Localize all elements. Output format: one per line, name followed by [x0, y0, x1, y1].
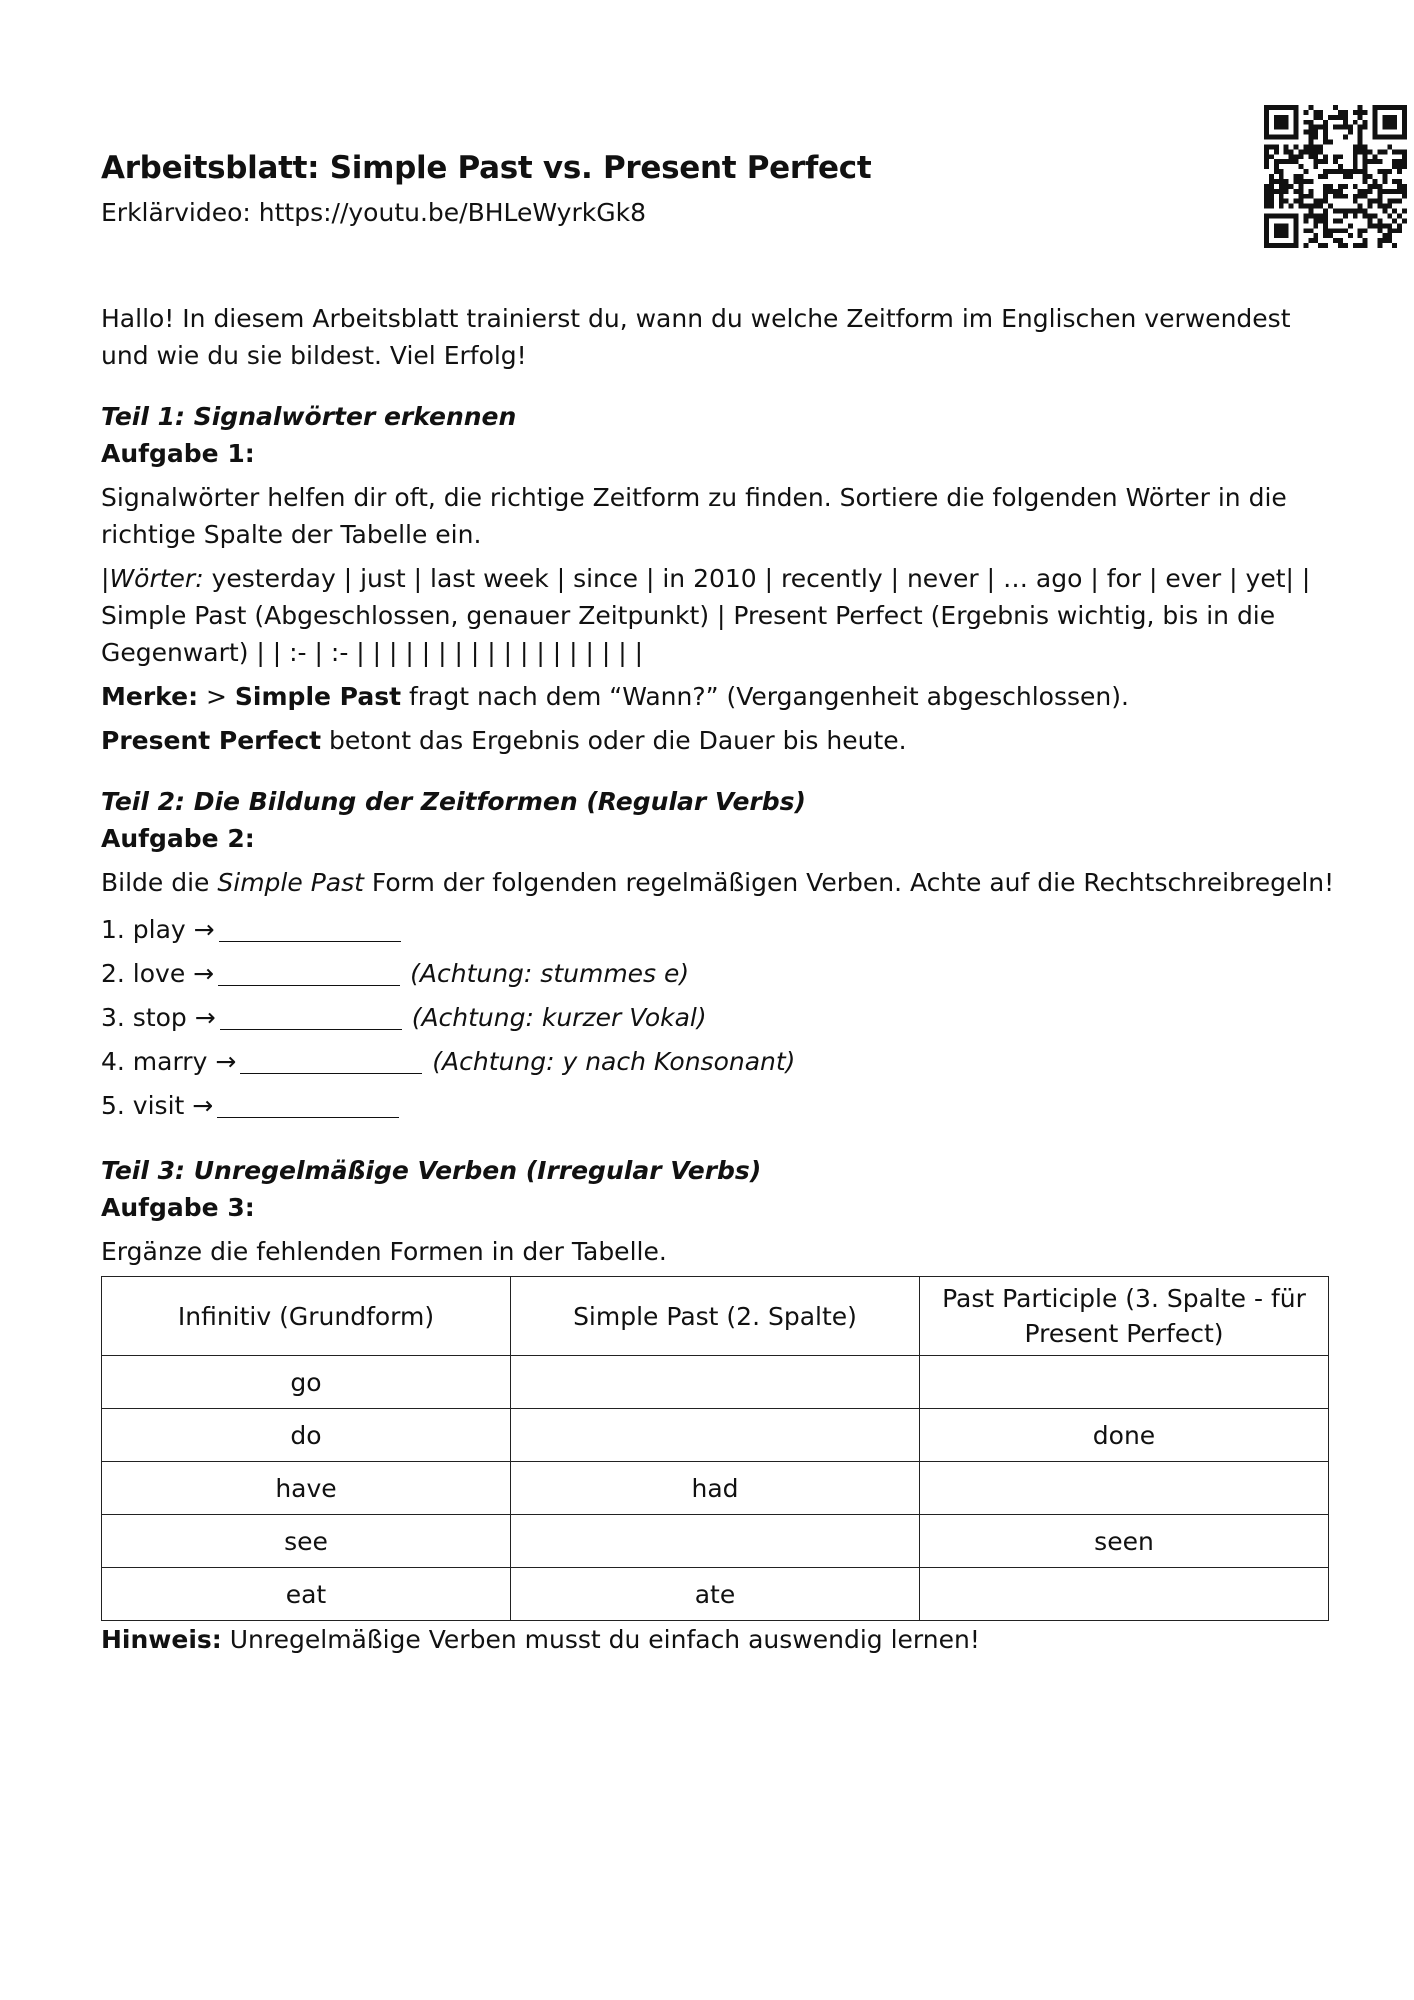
table-row: [102, 1462, 1329, 1515]
signal-words: [101, 560, 1341, 671]
part1-instruction: Signalwörter helfen dir oft, die richtige Zeitform zu finden. Sortiere die folgenden Wörter in die richtige Spalte der Tabelle ein.: [101, 483, 1287, 549]
irregular-verbs-table: [101, 1276, 1329, 1621]
part3-instruction: Ergänze die fehlenden Formen in der Tabelle.: [101, 1237, 667, 1266]
merke-text-3: betont das Ergebnis oder die Dauer bis heute.: [321, 726, 907, 755]
part2-instruction-1: Bilde die: [101, 868, 218, 897]
intro-text: Hallo! In diesem Arbeitsblatt trainierst du, wann du welche Zeitform im Englischen verwendest und wie du sie bildest. Viel Erfolg!: [101, 304, 1291, 370]
merke-bold-present-perfect: Present Perfect: [101, 726, 322, 755]
video-link-line: [101, 198, 646, 227]
table-cell[interactable]: [920, 1356, 1329, 1409]
exercise-label: 3. stop →: [101, 1003, 216, 1032]
column-header: Past Participle (3. Spalte - für Present Perfect): [920, 1277, 1329, 1356]
video-label: Erklärvideo:: [101, 198, 251, 227]
part2-title: Teil 2: Die Bildung der Zeitformen (Regular Verbs): [101, 787, 806, 816]
exercise-item: [101, 1040, 1341, 1084]
video-url[interactable]: https://youtu.be/BHLeWyrkGk8: [258, 198, 646, 227]
part1-title: Teil 1: Signalwörter erkennen: [101, 402, 517, 431]
table-row: [102, 1568, 1329, 1621]
answer-blank[interactable]: [218, 959, 400, 986]
exercise-hint: (Achtung: y nach Konsonant): [432, 1047, 796, 1076]
qr-code-icon: [1264, 105, 1407, 248]
table-cell: do: [102, 1409, 511, 1462]
table-cell: eat: [102, 1568, 511, 1621]
merke-line: [101, 678, 1341, 715]
hint-note: [101, 1621, 1341, 1658]
exercise-hint: (Achtung: stummes e): [410, 959, 690, 988]
part3-task: Aufgabe 3:: [101, 1193, 255, 1222]
part2-task: Aufgabe 2:: [101, 824, 255, 853]
table-cell[interactable]: [511, 1515, 920, 1568]
exercise-label: 4. marry →: [101, 1047, 237, 1076]
column-header: Infinitiv (Grundform): [102, 1277, 511, 1356]
table-cell: have: [102, 1462, 511, 1515]
answer-blank[interactable]: [220, 1003, 402, 1030]
part3-title: Teil 3: Unregelmäßige Verben (Irregular Verbs): [101, 1156, 762, 1185]
exercise-item: [101, 908, 1341, 952]
exercise-label: 2. love →: [101, 959, 215, 988]
part2-instruction-2: Form der folgenden regelmäßigen Verben. Achte auf die Rechtschreibregeln!: [363, 868, 1335, 897]
table-cell: go: [102, 1356, 511, 1409]
exercise-hint: (Achtung: kurzer Vokal): [411, 1003, 707, 1032]
merke-text-2: fragt nach dem “Wann?” (Vergangenheit abgeschlossen).: [401, 682, 1129, 711]
exercise-item: [101, 952, 1341, 996]
hint-text: Unregelmäßige Verben musst du einfach auswendig lernen!: [221, 1625, 980, 1654]
exercise-label: 1. play →: [101, 915, 215, 944]
table-cell[interactable]: [511, 1409, 920, 1462]
column-header: Simple Past (2. Spalte): [511, 1277, 920, 1356]
table-header-row: [102, 1277, 1329, 1356]
table-cell: see: [102, 1515, 511, 1568]
page-title: Arbeitsblatt: Simple Past vs. Present Perfect: [101, 150, 872, 186]
table-cell: ate: [511, 1568, 920, 1621]
hint-label: Hinweis:: [101, 1625, 222, 1654]
signal-words-list: yesterday | just | last week | since | in 2010 | recently | never | … ago | for | ever | yet| | Simple Past (Abgeschlossen, genauer Zeitpunkt) | Present Perfect (Ergebnis wichtig, bis in die Gegenwart) | | :- | :- | | | | | | | | | | | | | | | | | |: [101, 564, 1311, 667]
answer-blank[interactable]: [219, 915, 401, 942]
table-cell[interactable]: [920, 1568, 1329, 1621]
table-row: [102, 1356, 1329, 1409]
exercise-label: 5. visit →: [101, 1091, 214, 1120]
table-cell: seen: [920, 1515, 1329, 1568]
merke-line-2: [101, 722, 1341, 759]
table-cell[interactable]: [920, 1462, 1329, 1515]
merke-bold-simple-past: Simple Past: [234, 682, 402, 711]
worksheet-content: [101, 300, 1341, 1658]
signal-words-label: Wörter:: [109, 564, 204, 593]
exercise-item: [101, 996, 1341, 1040]
answer-blank[interactable]: [217, 1091, 399, 1118]
exercise-list: [101, 908, 1341, 1128]
table-cell: done: [920, 1409, 1329, 1462]
part2-instruction-italic: Simple Past: [217, 868, 364, 897]
merke-text-1: >: [198, 682, 235, 711]
table-cell[interactable]: [511, 1356, 920, 1409]
merke-label: Merke:: [101, 682, 199, 711]
part1-task: Aufgabe 1:: [101, 439, 255, 468]
exercise-item: [101, 1084, 1341, 1128]
table-cell: had: [511, 1462, 920, 1515]
signal-words-prefix: |: [101, 564, 110, 593]
table-row: [102, 1409, 1329, 1462]
part2-instruction: [101, 864, 1341, 901]
table-row: [102, 1515, 1329, 1568]
answer-blank[interactable]: [240, 1047, 422, 1074]
